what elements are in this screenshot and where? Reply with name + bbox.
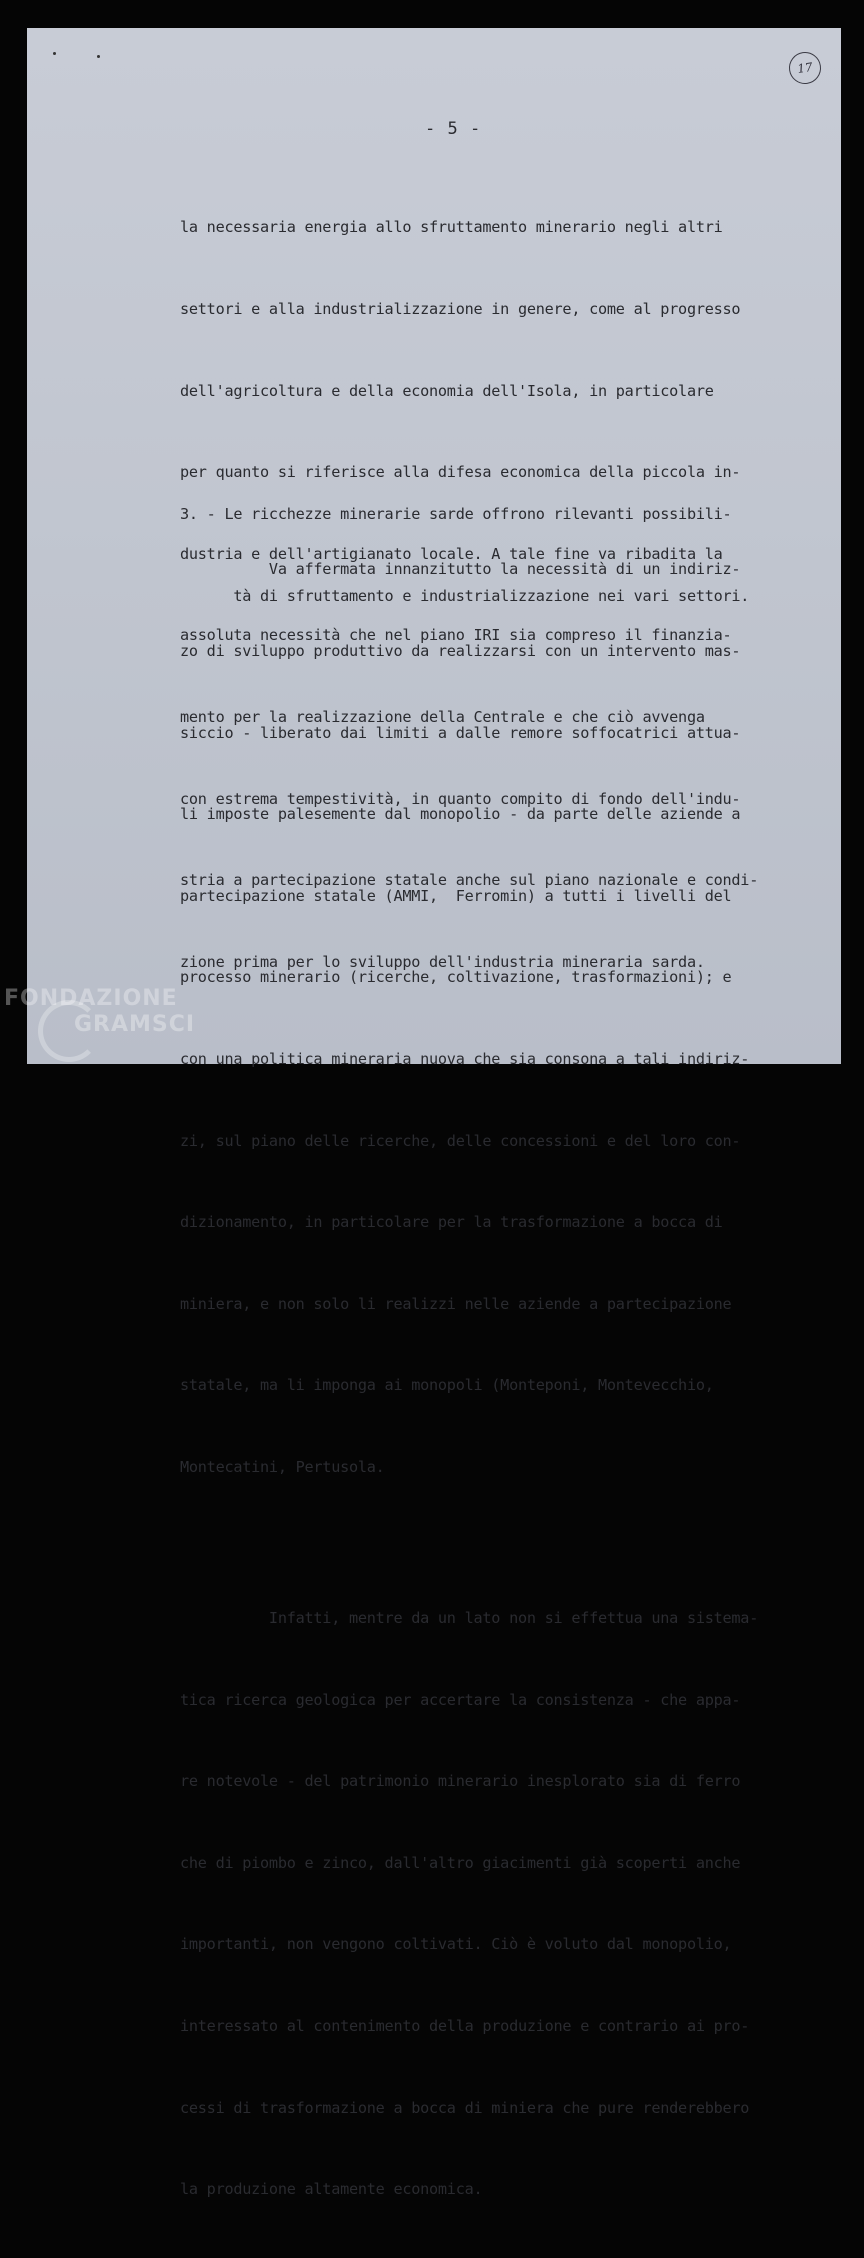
- paper-speck: [53, 52, 56, 55]
- watermark-line-1: FONDAZIONE: [4, 986, 178, 1011]
- text-line: zione prima per lo sviluppo dell'industria mineraria sarda.: [180, 952, 705, 971]
- text-line: per quanto si riferisce alla difesa economica della piccola in-: [180, 463, 741, 482]
- paragraph-3: [180, 502, 758, 2258]
- text-line: dustria e dell'artigianato locale. A tale fine va ribadita la: [180, 544, 723, 563]
- text-line: siccio - liberato dai limiti a dalle remore soffocatrici attua-: [180, 723, 741, 742]
- page-number: - 5 -: [425, 119, 482, 139]
- text-line: statale, ma li imponga ai monopoli (Monteponi, Montevecchio,: [180, 1376, 714, 1395]
- text-line: Infatti, mentre da un lato non si effettua una sistema-: [180, 1608, 759, 1627]
- text-line: zo di sviluppo produttivo da realizzarsi con un intervento mas-: [180, 642, 741, 660]
- text-line: con una politica mineraria nuova che sia consona a tali indiriz-: [180, 1049, 750, 1068]
- text-line: zi, sul piano delle ricerche, delle concessioni e del loro con-: [180, 1131, 741, 1150]
- text-line: con estrema tempestività, in quanto compito di fondo dell'indu-: [180, 789, 741, 808]
- blank-line: [180, 1536, 758, 1551]
- text-line: tà di sfruttamento e industrializzazione nei vari settori.: [180, 587, 750, 605]
- text-line: partecipazione statale (AMMI, Ferromin) a tutti i livelli del: [180, 886, 732, 905]
- text-line: Montecatini, Pertusola.: [180, 1457, 385, 1476]
- text-line: cessi di trasformazione a bocca di miniera che pure renderebbero: [180, 2098, 750, 2117]
- paper-speck: [97, 55, 100, 58]
- folio-number: 17: [796, 60, 814, 76]
- typewritten-page: [27, 28, 841, 2199]
- text-line: re notevole - del patrimonio minerario inesplorato sia di ferro: [180, 1772, 741, 1791]
- text-line: li imposte palesemente dal monopolio - da parte delle aziende a: [180, 805, 741, 824]
- text-line: che di piombo e zinco, dall'altro giacimenti già scoperti anche: [180, 1853, 741, 1872]
- text-line: la produzione altamente economica.: [180, 2180, 483, 2199]
- folio-stamp: [787, 50, 823, 86]
- text-line: dizionamento, in particolare per la trasformazione a bocca di: [180, 1213, 723, 1232]
- text-line: settori e alla industrializzazione in genere, come al progresso: [180, 300, 741, 318]
- text-line: importanti, non vengono coltivati. Ciò è voluto dal monopolio,: [180, 1935, 732, 1954]
- watermark-line-2: GRAMSCI: [74, 1012, 196, 1037]
- text-line: assoluta necessità che nel piano IRI sia compreso il finanzia-: [180, 626, 732, 645]
- text-line: mento per la realizzazione della Centrale e che ciò avvenga: [180, 707, 705, 726]
- text-line: la necessaria energia allo sfruttamento minerario negli altri: [180, 218, 723, 237]
- text-line: dell'agricoltura e della economia dell'Isola, in particolare: [180, 381, 714, 400]
- text-line: stria a partecipazione statale anche sul piano nazionale e condi-: [180, 871, 759, 890]
- text-line: 3. - Le ricchezze minerarie sarde offrono rilevanti possibili-: [180, 505, 732, 524]
- text-line: interessato al contenimento della produzione e contrario ai pro-: [180, 2016, 750, 2035]
- text-line: tica ricerca geologica per accertare la consistenza - che appa-: [180, 1690, 741, 1709]
- text-line: processo minerario (ricerche, coltivazione, trasformazioni); e: [180, 968, 732, 987]
- text-line: Va affermata innanzitutto la necessità di un indiriz-: [180, 560, 741, 579]
- text-line: miniera, e non solo li realizzi nelle aziende a partecipazione: [180, 1294, 732, 1313]
